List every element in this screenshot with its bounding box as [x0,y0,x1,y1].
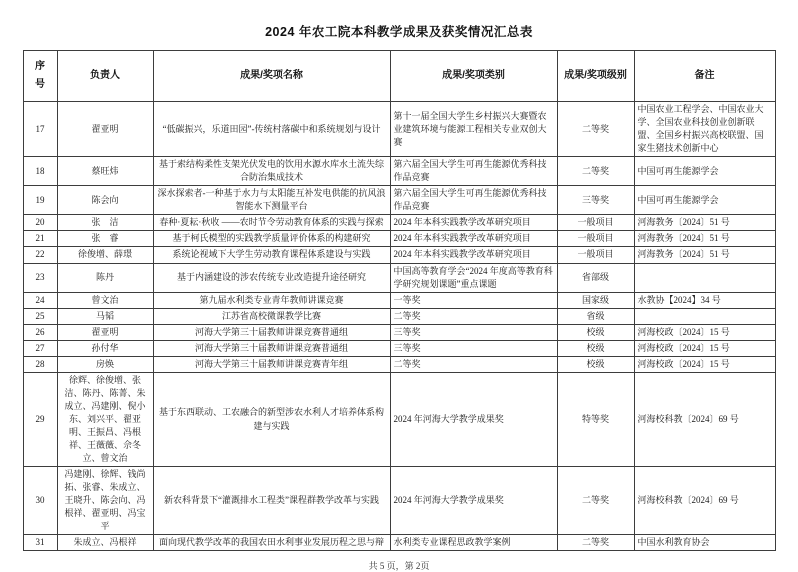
cell-person: 陈会向 [57,186,153,215]
cell-remark: 河海教务〔2024〕51 号 [634,247,775,263]
page-title: 2024 年农工院本科教学成果及获奖情况汇总表 [265,25,533,39]
table-body [23,102,775,551]
table-row [23,186,775,215]
column-header-label: 负责人 [90,69,120,81]
cell-level: 二等奖 [557,102,634,157]
cell-name: 河海大学第三十届教师讲课竞赛普通组 [153,324,390,340]
column-header-category [390,51,557,102]
cell-name: 系统论视域下大学生劳动教育课程体系建设与实践 [153,247,390,263]
cell-level: 二等奖 [557,467,634,535]
cell-person: 张 睿 [57,231,153,247]
column-header-label: 成果/奖项名称 [240,69,303,81]
table-row [23,263,775,292]
cell-level: 三等奖 [557,186,634,215]
cell-level: 二等奖 [557,157,634,186]
table-row [23,292,775,308]
cell-level: 一般项目 [557,231,634,247]
cell-level: 一般项目 [557,247,634,263]
column-header-label: 成果/奖项级别 [564,69,627,81]
results-table [23,50,776,551]
table-row [23,535,775,551]
cell-person: 朱成立、冯根祥 [57,535,153,551]
cell-remark: 河海校政〔2024〕15 号 [634,324,775,340]
cell-remark: 河海教务〔2024〕51 号 [634,215,775,231]
table-row [23,340,775,356]
cell-name: 新农科背景下“灌溉排水工程类”课程群教学改革与实践 [153,467,390,535]
table-row [23,467,775,535]
cell-person: 翟亚明 [57,324,153,340]
cell-remark: 河海校政〔2024〕15 号 [634,356,775,372]
cell-level: 省部级 [557,263,634,292]
column-header-name [153,51,390,102]
column-header-label: 备注 [694,69,715,81]
cell-name: 基于索结构柔性支架光伏发电的饮用水源水库水土流失综合防治集成技术 [153,157,390,186]
cell-remark [634,308,775,324]
cell-category: 第六届全国大学生可再生能源优秀科技作品竞赛 [390,157,557,186]
cell-category: 2024 年本科实践教学改革研究项目 [390,231,557,247]
table-row [23,215,775,231]
cell-category: 二等奖 [390,308,557,324]
cell-no: 28 [23,356,57,372]
cell-category: 第十一届全国大学生乡村振兴大赛暨农业建筑环境与能源工程相关专业双创大赛 [390,102,557,157]
cell-level: 校级 [557,324,634,340]
cell-person: 蔡旺炜 [57,157,153,186]
cell-person: 孙付华 [57,340,153,356]
cell-name: 河海大学第三十届教师讲课竞赛普通组 [153,340,390,356]
cell-remark: 中国农业工程学会、中国农业大学、全国农业科技创业创新联盟、全国乡村振兴高校联盟、国家生猪技术创新中心 [634,102,775,157]
cell-remark: 河海校科教〔2024〕69 号 [634,467,775,535]
cell-name: 面向现代教学改革的我国农田水利事业发展历程之思与辩 [153,535,390,551]
cell-no: 23 [23,263,57,292]
cell-level: 校级 [557,356,634,372]
cell-person: 陈丹 [57,263,153,292]
cell-level: 特等奖 [557,372,634,466]
cell-name: 基于柯氏模型的实践教学质量评价体系的构建研究 [153,231,390,247]
header-row [23,51,775,102]
cell-remark: 中国水利教育协会 [634,535,775,551]
cell-person: 曾文治 [57,292,153,308]
cell-name: 河海大学第三十届教师讲课竞赛青年组 [153,356,390,372]
table-row [23,372,775,466]
cell-category: 2024 年本科实践教学改革研究项目 [390,215,557,231]
table-row [23,231,775,247]
column-header-label: 成果/奖项类别 [442,69,505,81]
cell-person: 张 洁 [57,215,153,231]
cell-no: 19 [23,186,57,215]
cell-no: 31 [23,535,57,551]
cell-no: 21 [23,231,57,247]
cell-remark: 河海校科教〔2024〕69 号 [634,372,775,466]
cell-level: 校级 [557,340,634,356]
cell-person: 冯建刚、徐辉、钱尚拓、张睿、朱成立、王晓升、陈会向、冯根祥、翟亚明、冯宝平 [57,467,153,535]
cell-no: 30 [23,467,57,535]
cell-category: 2024 年本科实践教学改革研究项目 [390,247,557,263]
column-header-label: 序号 [35,61,45,90]
table-row [23,157,775,186]
table-row [23,356,775,372]
table-row [23,324,775,340]
cell-remark: 中国可再生能源学会 [634,157,775,186]
cell-category: 一等奖 [390,292,557,308]
cell-category: 中国高等教育学会“2024 年度高等教育科学研究规划课题”重点课题 [390,263,557,292]
cell-level: 国家级 [557,292,634,308]
page-footer: 共 5 页，第 2页 [368,561,430,572]
cell-category: 三等奖 [390,324,557,340]
table-header [23,51,775,102]
cell-remark [634,263,775,292]
cell-name: 春种·夏耘·秋收 ——农时节令劳动教育体系的实践与探索 [153,215,390,231]
cell-name: 基于东西联动、工农融合的新型涉农水利人才培养体系构建与实践 [153,372,390,466]
cell-no: 24 [23,292,57,308]
cell-name: 深水探索者-一种基于水力与太阳能互补发电供能的抗风浪智能水下测量平台 [153,186,390,215]
cell-no: 25 [23,308,57,324]
cell-no: 27 [23,340,57,356]
cell-person: 徐俊增、薛璟 [57,247,153,263]
cell-level: 二等奖 [557,535,634,551]
cell-person: 徐辉、徐俊增、张洁、陈丹、陈菁、朱成立、冯建刚、倪小东、刘兴平、翟亚明、王振昌、冯根祥、王薇薇、佘冬立、曾文治 [57,372,153,466]
cell-no: 29 [23,372,57,466]
cell-name: 第九届水利类专业青年教师讲课竞赛 [153,292,390,308]
cell-category: 第六届全国大学生可再生能源优秀科技作品竞赛 [390,186,557,215]
column-header-level [557,51,634,102]
table-row [23,247,775,263]
document-page [0,22,798,572]
cell-name: 江苏省高校微课教学比赛 [153,308,390,324]
cell-person: 房焕 [57,356,153,372]
cell-person: 翟亚明 [57,102,153,157]
cell-no: 20 [23,215,57,231]
cell-name: 基于内涵建设的涉农传统专业改造提升途径研究 [153,263,390,292]
cell-no: 18 [23,157,57,186]
table-row [23,308,775,324]
cell-level: 一般项目 [557,215,634,231]
cell-level: 省级 [557,308,634,324]
cell-remark: 河海教务〔2024〕51 号 [634,231,775,247]
cell-category: 水利类专业课程思政教学案例 [390,535,557,551]
column-header-person [57,51,153,102]
table-row [23,102,775,157]
cell-person: 马韬 [57,308,153,324]
cell-name: “低碳振兴，乐道田园”-传统村落碳中和系统规划与设计 [153,102,390,157]
cell-category: 三等奖 [390,340,557,356]
cell-category: 2024 年河海大学教学成果奖 [390,467,557,535]
cell-category: 2024 年河海大学教学成果奖 [390,372,557,466]
column-header-no [23,51,57,102]
cell-no: 22 [23,247,57,263]
cell-no: 17 [23,102,57,157]
cell-category: 二等奖 [390,356,557,372]
cell-remark: 水教协【2024】34 号 [634,292,775,308]
cell-no: 26 [23,324,57,340]
cell-remark: 河海校政〔2024〕15 号 [634,340,775,356]
column-header-remark [634,51,775,102]
cell-remark: 中国可再生能源学会 [634,186,775,215]
